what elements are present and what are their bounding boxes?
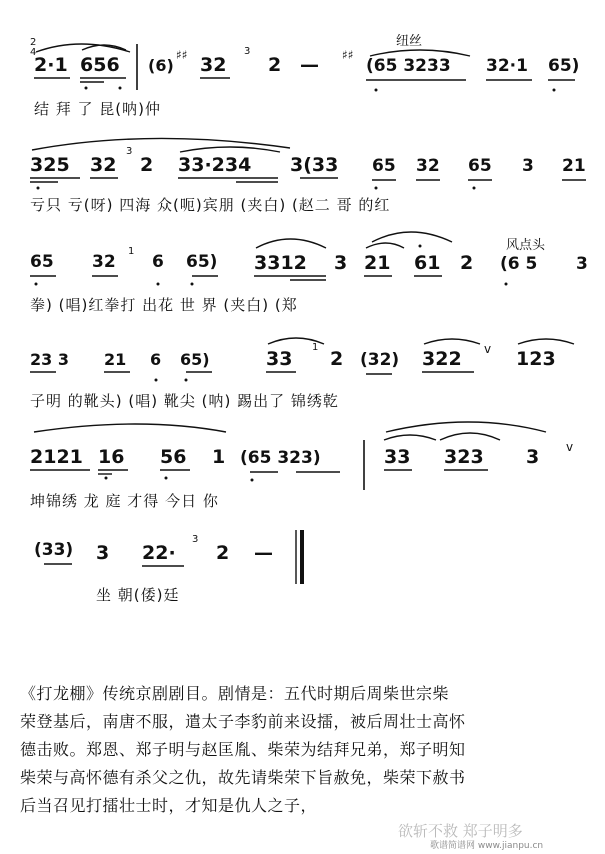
note-group: 1: [212, 446, 226, 468]
lyric-row-2: 亏只 亏(呀) 四海 众(呃)宾朋 (夹白) (赵二 哥 的红: [30, 196, 391, 214]
note-group: 23 3: [30, 350, 69, 369]
paragraph-line: 后当召见打擂壮士时，才知是仇人之子，: [20, 796, 318, 815]
paragraph-line: 荣登基后，南唐不服，遣太子李豹前来设擂，被后周壮士高怀: [20, 712, 466, 731]
note-group: (65 3233: [366, 56, 451, 76]
note-group: 3312: [254, 252, 307, 274]
note-group: (6): [148, 56, 174, 75]
lyric-row-1: 结 拜 了 昆(呐)仲: [34, 100, 162, 118]
note-group: 2: [268, 54, 282, 76]
note-group: —: [254, 542, 273, 564]
lyric-row-4: 子明 的靴头) (唱) 靴尖 (呐) 踢出了 锦绣乾: [30, 392, 339, 410]
breath-mark: v: [484, 342, 492, 356]
paragraph-line: 德击败。郑恩、郑子明与赵匡胤、柴荣为结拜兄弟，郑子明知: [20, 740, 466, 759]
note-group: 6: [152, 252, 164, 272]
lyric-row-6: 坐 朝(倭)廷: [96, 586, 180, 604]
note-group: 65): [186, 252, 218, 272]
note-group: (33): [34, 540, 74, 560]
note-group: 65: [372, 156, 396, 176]
grace-note: 1: [312, 342, 319, 353]
note-group: 2121: [30, 446, 83, 468]
note-group: 21: [104, 350, 127, 369]
note-group: 32: [200, 54, 227, 76]
note-group: 33·234: [178, 154, 252, 176]
note-group: 325: [30, 154, 70, 176]
note-group: 33: [384, 446, 411, 468]
description-paragraph: [20, 680, 590, 820]
note-group: 2: [216, 542, 230, 564]
note-group: 32: [90, 154, 117, 176]
note-group: 2·1: [34, 54, 68, 76]
note-group: 656: [80, 54, 120, 76]
sharp-marks: ♯♯: [342, 48, 354, 62]
note-group: 56: [160, 446, 187, 468]
grace-note: 3: [126, 146, 133, 157]
note-group: 3: [576, 254, 588, 274]
time-signature: 2 4: [30, 37, 37, 58]
note-group: 2: [330, 348, 344, 370]
note-group: 21: [364, 252, 391, 274]
fengdiantou-marker: 风点头: [506, 238, 546, 253]
grace-note: 3: [192, 534, 199, 545]
note-group: 3(33: [290, 154, 339, 176]
note-group: 16: [98, 446, 125, 468]
note-group: (65 323): [240, 448, 321, 468]
note-group: 323: [444, 446, 484, 468]
note-group: 65: [468, 156, 492, 176]
sharp-marks: ♯♯: [176, 48, 188, 62]
note-group: 32: [92, 252, 116, 272]
lyric-row-3: 拳) (唱)红拳打 出花 世 界 (夹白) (郑: [30, 296, 298, 314]
note-group: 65: [30, 252, 54, 272]
note-group: 22·: [142, 542, 176, 564]
note-group: 33: [266, 348, 293, 370]
note-group: 6: [150, 350, 162, 369]
note-group: —: [300, 54, 319, 76]
paragraph-line: 柴荣与高怀德有杀父之仇，故先请柴荣下旨赦免，柴荣下赦书: [20, 768, 466, 787]
grace-note: 1: [128, 246, 135, 257]
note-group: 3: [334, 252, 348, 274]
note-group: 3: [96, 542, 110, 564]
note-group: 123: [516, 348, 556, 370]
note-group: 65): [180, 350, 210, 369]
note-group: 3: [522, 156, 534, 176]
note-group: 3: [526, 446, 540, 468]
niusi-marker: 纽丝: [396, 34, 423, 49]
lyric-row-5: 坤锦绣 龙 庭 才得 今日 你: [30, 492, 219, 510]
watermark-site: 歌谱简谱网 www.jianpu.cn: [430, 841, 544, 851]
paragraph-line: 《打龙棚》传统京剧剧目。剧情是：五代时期后周柴世宗柴: [20, 684, 450, 703]
note-group: 322: [422, 348, 462, 370]
note-group: 32·1: [486, 56, 528, 76]
note-group: (6 5: [500, 254, 538, 274]
grace-note: 3: [244, 46, 251, 57]
breath-mark: v: [566, 440, 574, 454]
note-group: 65): [548, 56, 580, 76]
note-group: 21: [562, 156, 586, 176]
note-group: (32): [360, 350, 400, 370]
watermark-text: 欲斩不救 郑子明多: [398, 822, 523, 840]
note-group: 32: [416, 156, 440, 176]
note-group: 2: [140, 154, 154, 176]
note-group: 2: [460, 252, 474, 274]
note-group: 61: [414, 252, 441, 274]
